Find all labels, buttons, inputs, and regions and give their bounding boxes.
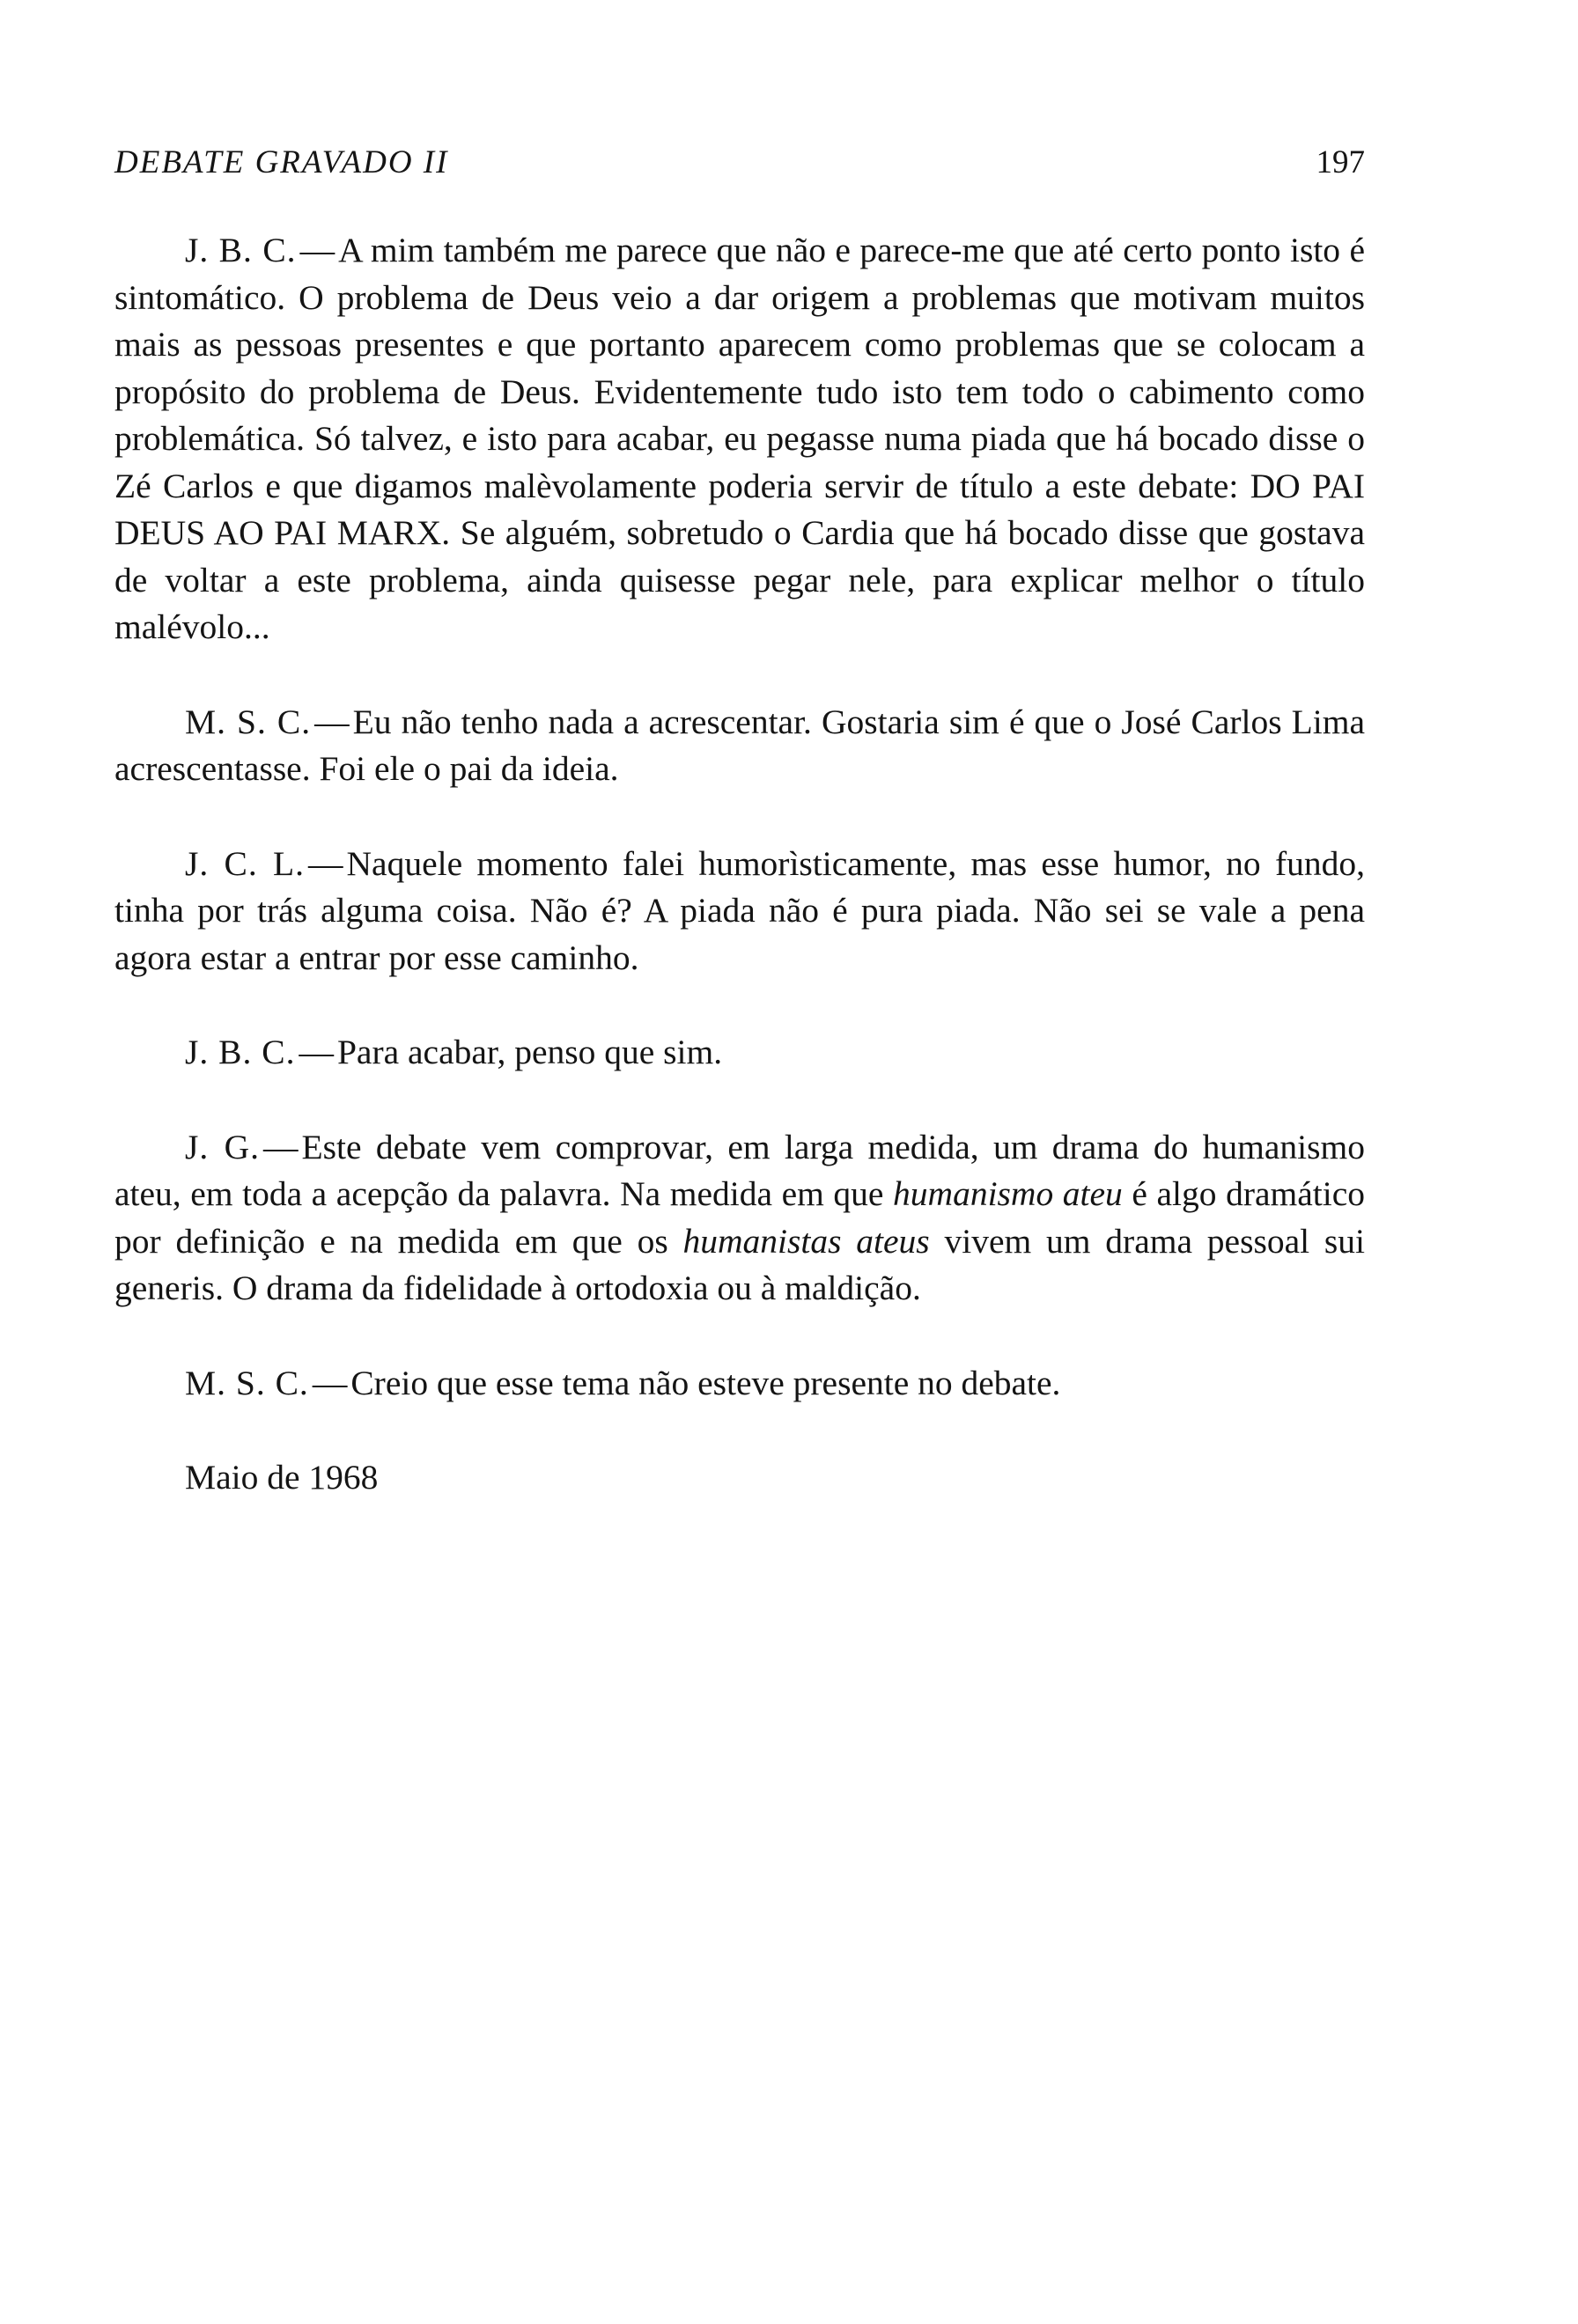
- paragraph-text: Creio que esse tema não esteve presente no debate.: [350, 1363, 1061, 1402]
- paragraph-text: Para acabar, penso que sim.: [336, 1033, 723, 1071]
- paragraph-jg: [114, 1124, 1365, 1313]
- em-dash: —: [312, 1363, 348, 1402]
- em-dash: —: [299, 231, 336, 269]
- paragraph-text: Naquele momento falei humorìsticamente, mas esse humor, no fundo, tinha por trás alguma coisa. Não é? A piada não é pura piada. Não sei se vale a pena agora estar a entrar por esse caminho.: [114, 843, 1365, 977]
- speaker-label: M. S. C.: [185, 1363, 309, 1402]
- em-dash: —: [263, 1127, 299, 1166]
- body-text: [114, 227, 1365, 1502]
- speaker-label: J. B. C.: [185, 1033, 296, 1071]
- running-head-title: DEBATE GRAVADO II: [114, 144, 449, 180]
- paragraph-text-part3: vivem um drama pessoal sui generis. O drama da fidelidade à ortodoxia ou à maldição.: [114, 1221, 1365, 1307]
- speaker-label: M. S. C.: [185, 702, 312, 741]
- document-page: [114, 0, 1365, 2324]
- paragraph-jbc-1: [114, 227, 1365, 651]
- paragraph-jbc-2: [114, 1029, 1365, 1077]
- italic-term: humanismo ateu: [893, 1174, 1123, 1213]
- paragraph-msc-1: [114, 699, 1365, 793]
- em-dash: —: [314, 702, 350, 741]
- speaker-label: J. G.: [185, 1127, 260, 1166]
- paragraph-text: A mim também me parece que não e parece-me que até certo ponto isto é sintomático. O problema de Deus veio a dar origem a problemas que motivam muitos mais as pessoas presentes e que portanto aparecem como problemas que se colocam a propósito do problema de Deus. Evidentemente tudo isto tem todo o cabimento como problemática. Só talvez, e isto para acabar, eu pegasse numa piada que há bocado disse o Zé Carlos e que digamos malèvolamente poderia servir de título a este debate: DO PAI DEUS AO PAI MARX. Se alguém, sobretudo o Cardia que há bocado disse que gostava de voltar a este problema, ainda quisesse pegar nele, para explicar melhor o título malévolo...: [114, 231, 1365, 646]
- em-dash: —: [299, 1033, 334, 1071]
- paragraph-text: Eu não tenho nada a acrescentar. Gostaria sim é que o José Carlos Lima acrescentasse. Foi ele o pai da ideia.: [114, 702, 1366, 788]
- italic-term: humanistas ateus: [682, 1221, 930, 1261]
- running-head: [114, 141, 1365, 185]
- page-number: 197: [1316, 144, 1365, 180]
- speaker-label: J. B. C.: [185, 231, 297, 269]
- paragraph-jcl: [114, 841, 1365, 982]
- paragraph-text-part1: Este debate vem comprovar, em larga medida, um drama do humanismo ateu, em toda a acepção da palavra. Na medida em que: [114, 1127, 1365, 1213]
- paragraph-text-part2: é algo dramático por definição e na medida em que os: [114, 1174, 1366, 1261]
- speaker-label: J. C. L.: [185, 843, 306, 883]
- em-dash: —: [308, 843, 343, 883]
- date-line: Maio de 1968: [185, 1458, 379, 1497]
- paragraph-msc-2: [114, 1360, 1365, 1408]
